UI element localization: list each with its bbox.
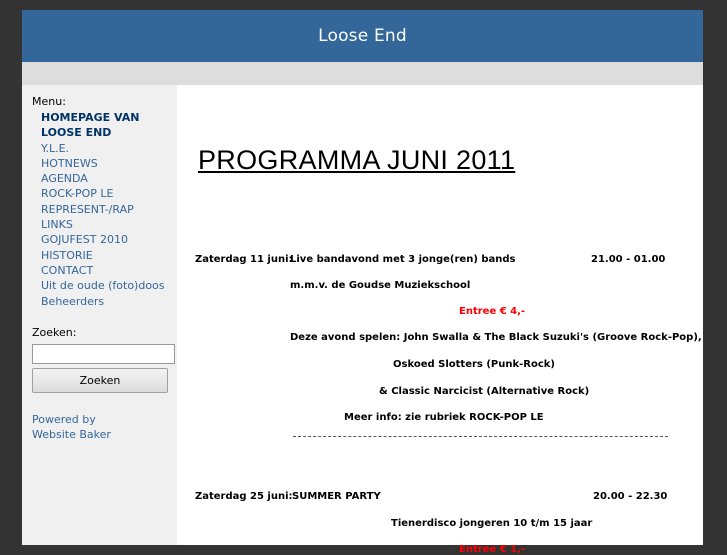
header-subbar bbox=[22, 62, 703, 85]
sidebar-item-homepage-van[interactable] bbox=[41, 110, 165, 125]
page-container bbox=[22, 10, 703, 555]
sidebar-item-label[interactable]: Beheerders bbox=[41, 294, 105, 308]
sidebar-item-contact[interactable] bbox=[41, 263, 165, 278]
sidebar-item-label[interactable]: LOOSE END bbox=[41, 126, 112, 140]
event1-spelen: Deze avond spelen: John Swalla & The Black Suzuki's (Groove Rock-Pop), bbox=[290, 332, 702, 343]
sidebar-menu bbox=[41, 110, 165, 309]
event2-date: Zaterdag 25 juni: bbox=[195, 491, 293, 502]
search-button[interactable]: Zoeken bbox=[32, 368, 168, 393]
sidebar-item-label[interactable]: Y.L.E. bbox=[41, 141, 70, 155]
main-content bbox=[177, 85, 703, 555]
sidebar-item-label[interactable]: CONTACT bbox=[41, 263, 94, 277]
menu-heading: Menu: bbox=[32, 95, 66, 108]
event1-entree: Entree € 4,- bbox=[459, 306, 526, 317]
page-title: PROGRAMMA JUNI 2011 bbox=[198, 145, 516, 175]
event1-title: Live bandavond met 3 jonge(ren) bands bbox=[290, 254, 516, 265]
event2-time: 20.00 - 22.30 bbox=[593, 491, 668, 502]
sidebar-item-historie[interactable] bbox=[41, 248, 165, 263]
sidebar-item-beheerders[interactable] bbox=[41, 294, 165, 309]
sidebar-item-hotnews[interactable] bbox=[41, 156, 165, 171]
sidebar-item-yle[interactable] bbox=[41, 141, 165, 156]
event2-title: SUMMER PARTY bbox=[292, 491, 381, 502]
sidebar-item-label[interactable]: AGENDA bbox=[41, 172, 88, 186]
event2-sub: Tienerdisco jongeren 10 t/m 15 jaar bbox=[391, 518, 593, 529]
sidebar-item-links[interactable] bbox=[41, 217, 165, 232]
event1-time: 21.00 - 01.00 bbox=[591, 254, 666, 265]
sidebar-item-agenda[interactable] bbox=[41, 171, 165, 186]
sidebar-item-label[interactable]: GOJUFEST 2010 bbox=[41, 233, 128, 247]
sidebar-item-label[interactable]: HOTNEWS bbox=[41, 156, 98, 170]
event1-mmv: m.m.v. de Goudse Muziekschool bbox=[290, 280, 471, 291]
sidebar-item-rock-pop-le[interactable] bbox=[41, 186, 165, 201]
site-title: Loose End bbox=[318, 26, 407, 46]
sidebar-item-loose-end[interactable] bbox=[41, 125, 165, 140]
website-baker-link[interactable]: Website Baker bbox=[32, 428, 111, 441]
powered-by bbox=[32, 412, 111, 442]
event1-band3: & Classic Narcicist (Alternative Rock) bbox=[379, 386, 590, 397]
event1-info: Meer info: zie rubriek ROCK-POP LE bbox=[344, 412, 544, 423]
site-header bbox=[22, 10, 703, 62]
sidebar-item-label[interactable]: HOMEPAGE VAN bbox=[41, 111, 140, 124]
sidebar-item-oude-fotodoos[interactable] bbox=[41, 278, 165, 293]
sidebar-item-label[interactable]: ROCK-POP LE bbox=[41, 187, 114, 201]
event1-date: Zaterdag 11 juni: bbox=[195, 254, 293, 265]
search-label: Zoeken: bbox=[32, 326, 77, 339]
sidebar-item-label[interactable]: HISTORIE bbox=[41, 248, 93, 262]
event2-entree: Entree € 1,- bbox=[459, 544, 526, 555]
sidebar-item-label[interactable]: LINKS bbox=[41, 218, 73, 232]
divider-line bbox=[293, 436, 668, 437]
sidebar-item-label[interactable]: REPRESENT-/RAP bbox=[41, 202, 134, 216]
powered-by-text: Powered by bbox=[32, 413, 96, 426]
sidebar bbox=[22, 85, 177, 545]
sidebar-item-represent-rap[interactable] bbox=[41, 202, 165, 217]
event1-band2: Oskoed Slotters (Punk-Rock) bbox=[393, 359, 555, 370]
sidebar-item-gojufest-2010[interactable] bbox=[41, 232, 165, 247]
search-input[interactable] bbox=[32, 344, 175, 364]
sidebar-item-label[interactable]: Uit de oude (foto)doos bbox=[41, 279, 165, 293]
